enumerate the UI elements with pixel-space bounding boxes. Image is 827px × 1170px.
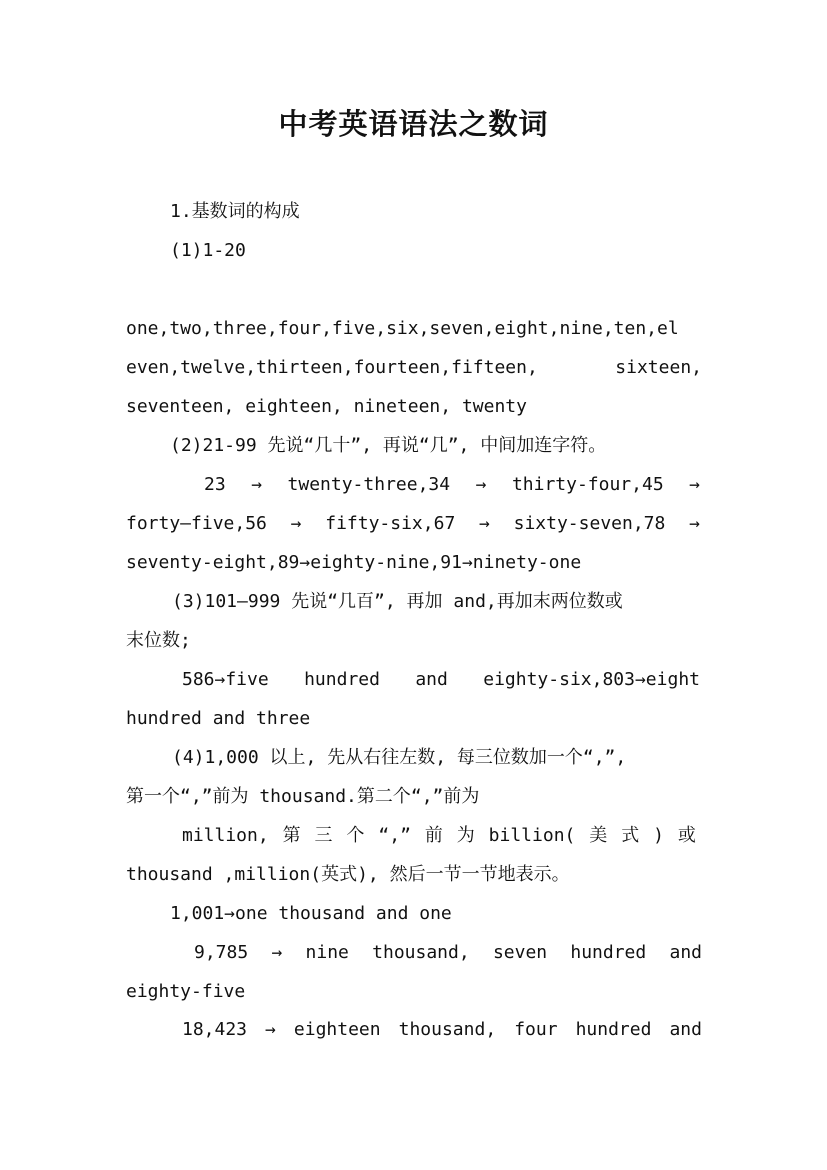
text-line: seventy-eight,89→eighty-nine,91→ninety-one — [126, 552, 582, 573]
text-line — [182, 824, 696, 848]
text-line — [126, 356, 702, 380]
arrow-glyph: → — [290, 513, 302, 534]
text-fragment: 第 — [282, 825, 301, 846]
text-fragment: eighty-six,803→eight — [483, 669, 700, 690]
text-fragment: 三 — [314, 825, 333, 846]
section-heading: 1.基数词的构成 — [170, 201, 300, 222]
text-fragment: 美 — [589, 825, 608, 846]
text-fragment: twenty-three,34 — [287, 474, 451, 495]
text-line — [204, 473, 700, 497]
example-line — [194, 941, 702, 965]
text-fragment: four — [514, 1019, 558, 1040]
subsection-heading: (1)1-20 — [170, 240, 246, 261]
text-fragment: hundred — [304, 669, 380, 690]
text-fragment: sixty-seven,78 — [513, 513, 666, 534]
text-fragment: and — [669, 942, 702, 963]
arrow-glyph: → — [271, 942, 283, 963]
text-fragment: billion( — [488, 825, 576, 846]
subsection-heading: (2)21-99 先说“几十”, 再说“几”, 中间加连字符。 — [170, 435, 607, 456]
text-line: eighty-five — [126, 981, 246, 1002]
arrow-glyph: → — [251, 474, 263, 495]
subsection-heading: (3)101—999 先说“几百”, 再加 and,再加末两位数或 — [172, 591, 623, 612]
text-fragment: 586→five — [182, 669, 269, 690]
text-fragment: and — [415, 669, 448, 690]
text-fragment: fifty-six,67 — [325, 513, 456, 534]
text-line: hundred and three — [126, 708, 311, 729]
subsection-heading: (4)1,000 以上, 先从右往左数, 每三位数加一个“,”, — [172, 747, 627, 768]
text-fragment: 9,785 — [194, 942, 249, 963]
arrow-glyph: → — [689, 513, 700, 534]
text-fragment: ) — [653, 825, 664, 846]
example-line — [182, 1018, 702, 1042]
arrow-glyph: → — [265, 1019, 276, 1040]
text-fragment: seven — [492, 942, 548, 963]
text-fragment: hundred — [575, 1019, 652, 1040]
text-fragment: and — [669, 1019, 702, 1040]
text-line — [126, 512, 700, 536]
text-fragment: 为 — [456, 825, 475, 846]
text-line: seventeen, eighteen, nineteen, twenty — [126, 396, 527, 417]
text-fragment: hundred — [570, 942, 647, 963]
text-fragment: 前 — [424, 825, 443, 846]
text-fragment: 式 — [621, 825, 640, 846]
text-line — [182, 668, 700, 692]
text-fragment: thousand, — [372, 942, 470, 963]
arrow-glyph: → — [479, 513, 490, 534]
text-fragment: “,” — [378, 825, 411, 846]
text-line: 末位数; — [126, 630, 191, 651]
text-fragment: 或 — [677, 825, 696, 846]
text-fragment: million, — [182, 825, 269, 846]
text-fragment: 个 — [346, 825, 365, 846]
arrow-glyph: → — [689, 474, 700, 495]
text-fragment: thousand, — [398, 1019, 497, 1040]
example-line: 1,001→one thousand and one — [170, 903, 452, 924]
text-fragment: forty—five,56 — [126, 513, 267, 534]
page-title: 中考英语语法之数词 — [278, 107, 549, 141]
text-fragment: thirty-four,45 — [511, 474, 664, 495]
text-line: 第一个“,”前为 thousand.第二个“,”前为 — [126, 786, 480, 807]
text-fragment: even,twelve,thirteen,fourteen,fifteen, — [126, 357, 538, 378]
text-fragment: 23 — [204, 474, 226, 495]
text-fragment: eighteen — [293, 1019, 381, 1040]
arrow-glyph: → — [475, 474, 487, 495]
text-fragment: 18,423 — [182, 1019, 248, 1040]
text-fragment: sixteen, — [615, 357, 702, 378]
text-line: one,two,three,four,five,six,seven,eight,nine,ten,el — [126, 318, 679, 339]
text-line: thousand ,million(英式), 然后一节一节地表示。 — [126, 864, 570, 885]
text-fragment: nine — [305, 942, 349, 963]
